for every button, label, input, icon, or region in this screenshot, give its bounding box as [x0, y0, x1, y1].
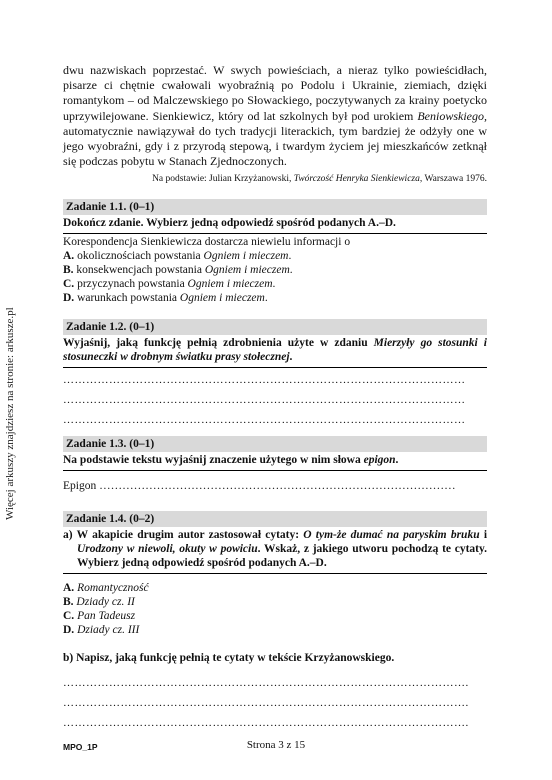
answer-line[interactable]: …………………………………………………………………………………………… — [63, 374, 466, 387]
option-a[interactable]: A. Romantyczność — [63, 582, 149, 595]
answer-line[interactable]: ……………………………………………………………………………………………. — [63, 677, 469, 690]
task-instruction: Dokończ zdanie. Wybierz jedną odpowiedź spośród podanych A.–D. — [63, 217, 396, 230]
task-instruction: Na podstawie tekstu wyjaśnij znaczenie użytego w nim słowa epigon. — [63, 454, 399, 467]
answer-line[interactable]: …………………………………………………………………………………………… — [63, 414, 466, 427]
task-1-2 — [63, 319, 487, 430]
task-stem: Korespondencja Sienkiewicza dostarcza niewielu informacji o — [63, 236, 351, 249]
option-c[interactable]: C. przyczynach powstania Ogniem i mieczem. — [63, 277, 276, 290]
exam-code: MPO_1P — [63, 742, 98, 752]
option-b[interactable]: B. Dziady cz. II — [63, 596, 135, 608]
task-a-instruction: a) W akapicie drugim autor zastosował cytaty: O tym-że dumać na paryskim bruku i Urodzony w niewoli, okuty w powiciu. Wskaż, z jakiego utworu pochodzą te cytaty. Wybierz jedną odpowiedź spośród podanych A.–D. — [63, 529, 488, 570]
task-header: Zadanie 1.2. (0–1) — [63, 319, 487, 335]
option-a[interactable]: A. okolicznościach powstania Ogniem i mieczem. — [63, 250, 292, 263]
source-citation: Na podstawie: Julian Krzyżanowski, Twórczość Henryka Sienkiewicza, Warszawa 1976. — [152, 174, 487, 185]
answer-line[interactable]: Epigon ………………………………………………………………………………… — [63, 480, 456, 493]
option-d[interactable]: D. warunkach powstania Ogniem i mieczem. — [63, 291, 268, 304]
task-header: Zadanie 1.4. (0–2) — [63, 511, 487, 527]
option-b[interactable]: B. konsekwencjach powstania Ogniem i mieczem. — [63, 264, 293, 277]
source-title: Twórczość Henryka Sienkiewicza — [293, 174, 420, 185]
task-header: Zadanie 1.3. (0–1) — [63, 436, 487, 452]
task-1-1 — [63, 199, 487, 305]
task-instruction: Wyjaśnij, jaką funkcję pełnią zdrobnienia użyte w zdaniu Mierzyły go stosunki i stosuneczki w drobnym światku prasy stołecznej. — [63, 337, 487, 364]
answer-line[interactable]: …………………………………………………………………………………………… — [63, 394, 466, 407]
intro-text-1: dwu nazwiskach poprzestać. W swych powieściach, a nieraz tylko powieścidłach, pisarze ci chętnie cwałowali wyobraźnią po Podolu i Ukrainie, ziemiach, dzięki romantykom – od Malczewskiego po Słowackiego, poczytywanych za krainy poetycko uprzywilejowane. Sienkiewicz, który od lat szkolnych był pod urokiem — [63, 63, 487, 123]
intro-italic: Beniowskiego, — [417, 108, 487, 123]
task-1-4 — [63, 511, 487, 733]
answer-label: Epigon — [63, 480, 100, 493]
task-header: Zadanie 1.1. (0–1) — [63, 199, 487, 215]
task-b-instruction: b) Napisz, jaką funkcję pełnią te cytaty w tekście Krzyżanowskiego. — [63, 652, 395, 665]
page-content — [63, 63, 487, 733]
task-1-3 — [63, 436, 487, 494]
page-number: Strona 3 z 15 — [246, 739, 306, 751]
answer-line[interactable]: ……………………………………………………………………………………………. — [63, 717, 469, 730]
side-watermark-text: Więcej arkuszy znajdziesz na stronie: arkusze.pl — [4, 307, 16, 520]
option-d[interactable]: D. Dziady cz. III — [63, 623, 140, 636]
answer-line[interactable]: ……………………………………………………………………………………………. — [63, 697, 469, 710]
intro-paragraph — [63, 63, 487, 169]
intro-text-2: automatycznie nawiązywał do tych tradycji literackich, tym bardziej że odżyły one w jego wyobraźni, gdy i z przyrodą stepową, i twardym życiem jej mieszkańców zetknął się podczas pobytu w Stanach Zjednoczonych. — [63, 123, 487, 169]
option-c[interactable]: C. Pan Tadeusz — [63, 609, 136, 622]
